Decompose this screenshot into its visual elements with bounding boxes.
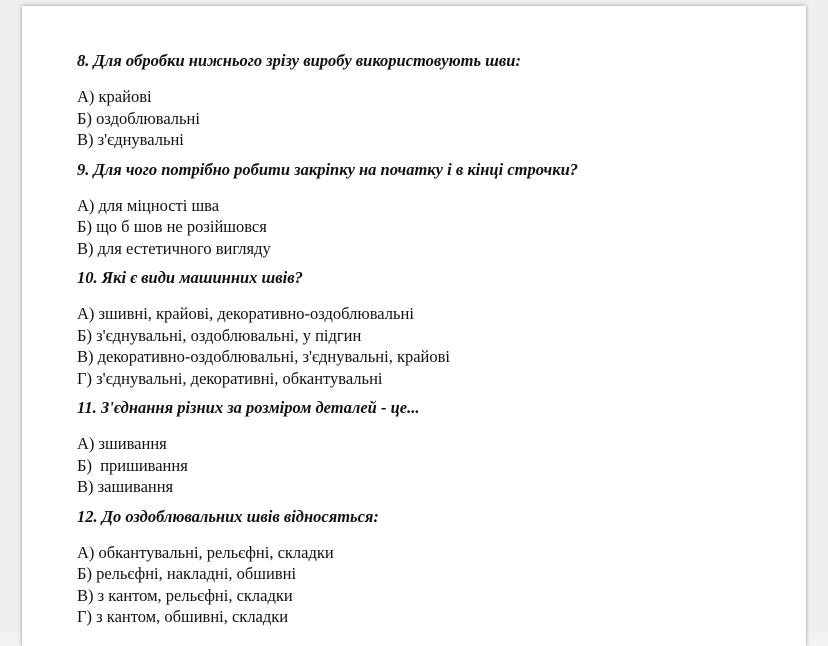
answer-option: Г) з'єднувальні, декоративні, обкантувальні [77, 368, 383, 388]
question-title: 12. До оздоблювальних швів відносяться: [77, 506, 379, 526]
answer-option: А) зшивання [77, 434, 167, 453]
answer-option: В) для естетичного вигляду [77, 238, 271, 258]
answer-option: А) крайові [77, 87, 152, 106]
answer-option: А) обкантувальні, рельєфні, складки [77, 542, 334, 562]
document-page [22, 6, 806, 646]
answer-option: В) з кантом, рельєфні, складки [77, 585, 293, 605]
answer-option: Б) з'єднувальні, оздоблювальні, у підгин [77, 325, 362, 345]
question-12 [77, 506, 777, 628]
answer-option: Г) з кантом, обшивні, складки [77, 607, 289, 626]
answer-option: В) з'єднувальні [77, 130, 184, 149]
answer-option: Б) оздоблювальні [77, 108, 200, 128]
answer-option: В) декоративно-оздоблювальні, з'єднувальні, крайові [77, 347, 451, 366]
question-title: 11. З'єднання різних за розміром деталей - це... [77, 398, 420, 417]
question-title: 8. Для обробки нижнього зрізу виробу використовують шви: [77, 51, 521, 70]
question-title: 10. Які є види машинних швів? [77, 268, 303, 287]
answer-option: А) зшивні, крайові, декоративно-оздоблювальні [77, 304, 414, 323]
answer-option: Б) пришивання [77, 455, 188, 475]
question-10 [77, 267, 777, 389]
question-8 [77, 50, 777, 151]
answer-option: А) для міцності шва [77, 195, 220, 215]
answer-option: Б) рельєфні, накладні, обшивні [77, 564, 297, 583]
question-11 [77, 397, 777, 498]
quiz-content [77, 50, 777, 628]
answer-option: Б) що б шов не розійшовся [77, 217, 267, 236]
answer-option: В) зашивання [77, 477, 174, 496]
question-9 [77, 159, 777, 260]
question-title: 9. Для чого потрібно робити закріпку на початку і в кінці строчки? [77, 159, 578, 179]
